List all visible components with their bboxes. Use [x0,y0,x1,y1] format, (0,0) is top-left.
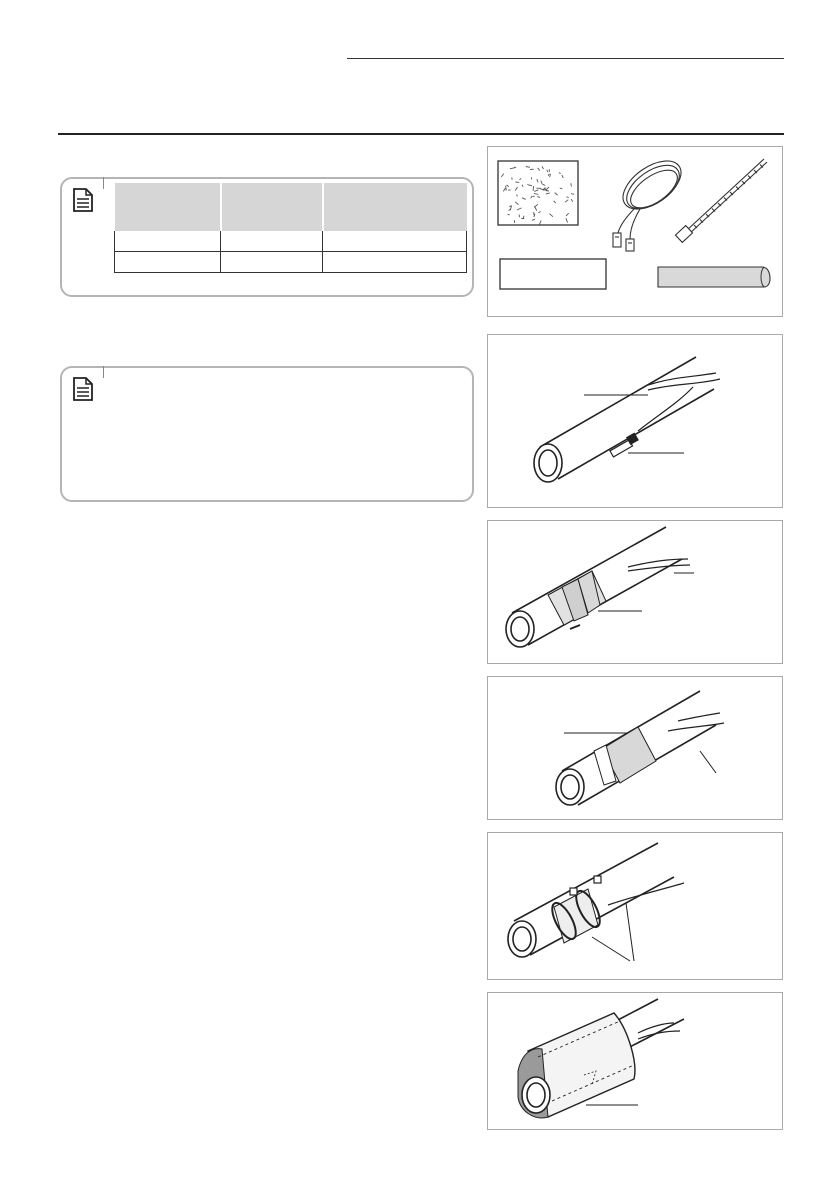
spec-table-header [323,183,467,231]
table-cell [323,231,467,252]
step-insulation-figure [487,992,783,1130]
table-row [115,252,467,273]
note-icon [72,188,94,212]
step-cable-ties-figure [487,832,783,980]
page-footer-edge [0,1183,840,1192]
table-cell [115,252,221,273]
speckle-mark [506,186,507,191]
spec-table-header-row [115,183,467,231]
note-tick [103,366,104,378]
speckle-mark [514,167,516,168]
step-tape-wrap-figure [487,520,783,664]
note-icon [72,377,94,401]
step-pipe-tape-figure [487,676,783,820]
speckle-mark [534,212,535,215]
spec-table-header [115,183,221,231]
note-box-info [60,366,474,502]
note-tick [103,177,104,189]
cable-tie-icon [675,159,767,242]
spec-table [114,183,467,273]
table-cell [323,252,467,273]
table-cell [221,231,323,252]
header-rule-short [347,58,784,59]
table-cell [221,252,323,273]
spec-table-header [221,183,323,231]
speckle-mark [571,183,572,186]
speckle-mark [533,186,534,191]
table-row [115,231,467,252]
label-sticker-icon [500,259,606,289]
tape-strip-icon [658,267,770,287]
step-sensor-on-pipe-figure [487,334,783,508]
table-cell [115,231,221,252]
header-rule-main [58,133,784,135]
accessories-figure [487,146,783,317]
speckle-mark [508,214,510,215]
